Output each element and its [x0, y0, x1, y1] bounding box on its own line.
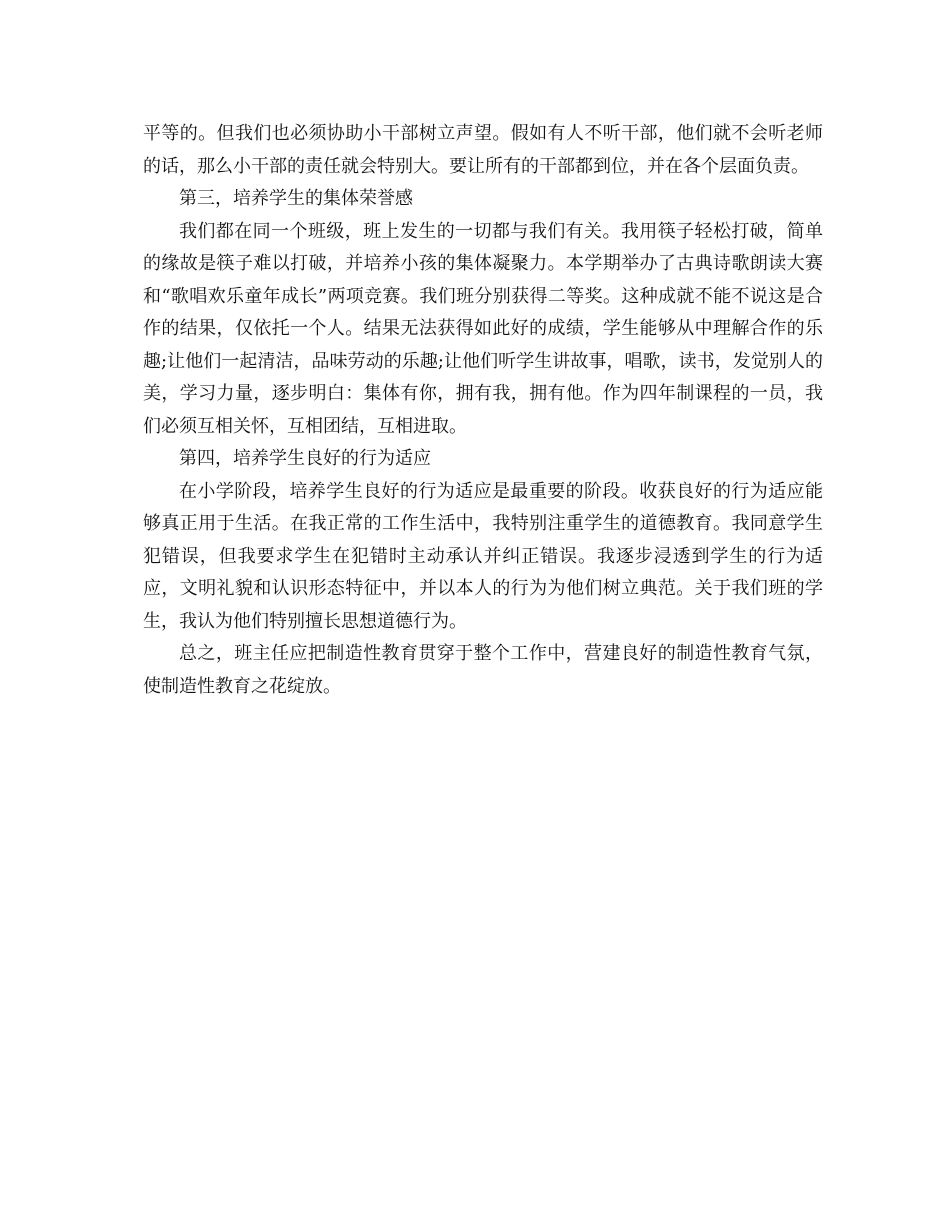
paragraph-continuation: 平等的。但我们也必须协助小干部树立声望。假如有人不听干部，他们就不会听老师的话，那么小干部的责任就会特别大。要让所有的干部都到位，并在各个层面负责。 [143, 123, 823, 177]
section-heading-fourth: 第四，培养学生良好的行为适应 [179, 448, 431, 469]
section-heading-third: 第三，培养学生的集体荣誉感 [179, 188, 413, 209]
paragraph-behavior-habits: 在小学阶段，培养学生良好的行为适应是最重要的阶段。收获良好的行为适应能够真正用于生活。在我正常的工作生活中，我特别注重学生的道德教育。我同意学生犯错误，但我要求学生在犯错时主动承认并纠正错误。我逐步浸透到学生的行为适应，文明礼貌和认识形态特征中，并以本人的行为为他们树立典范。关于我们班的学生，我认为他们特别擅长思想道德行为。 [143, 480, 823, 632]
paragraph-collective-honor: 我们都在同一个班级，班上发生的一切都与我们有关。我用筷子轻松打破，简单的缘故是筷子难以打破，并培养小孩的集体凝聚力。本学期举办了古典诗歌朗读大赛和“歌唱欢乐童年成长”两项竞赛。我们班分别获得二等奖。这种成就不能不说这是合作的结果，仅依托一个人。结果无法获得如此好的成绩，学生能够从中理解合作的乐趣;让他们一起清洁，品味劳动的乐趣;让他们听学生讲故事，唱歌，读书，发觉别人的美，学习力量，逐步明白：集体有你，拥有我，拥有他。作为四年制课程的一员，我们必须互相关怀，互相团结，互相进取。 [143, 220, 823, 437]
paragraph-conclusion: 总之，班主任应把制造性教育贯穿于整个工作中，营建良好的制造性教育气氛，使制造性教育之花绽放。 [143, 643, 823, 697]
document-body [143, 118, 823, 703]
